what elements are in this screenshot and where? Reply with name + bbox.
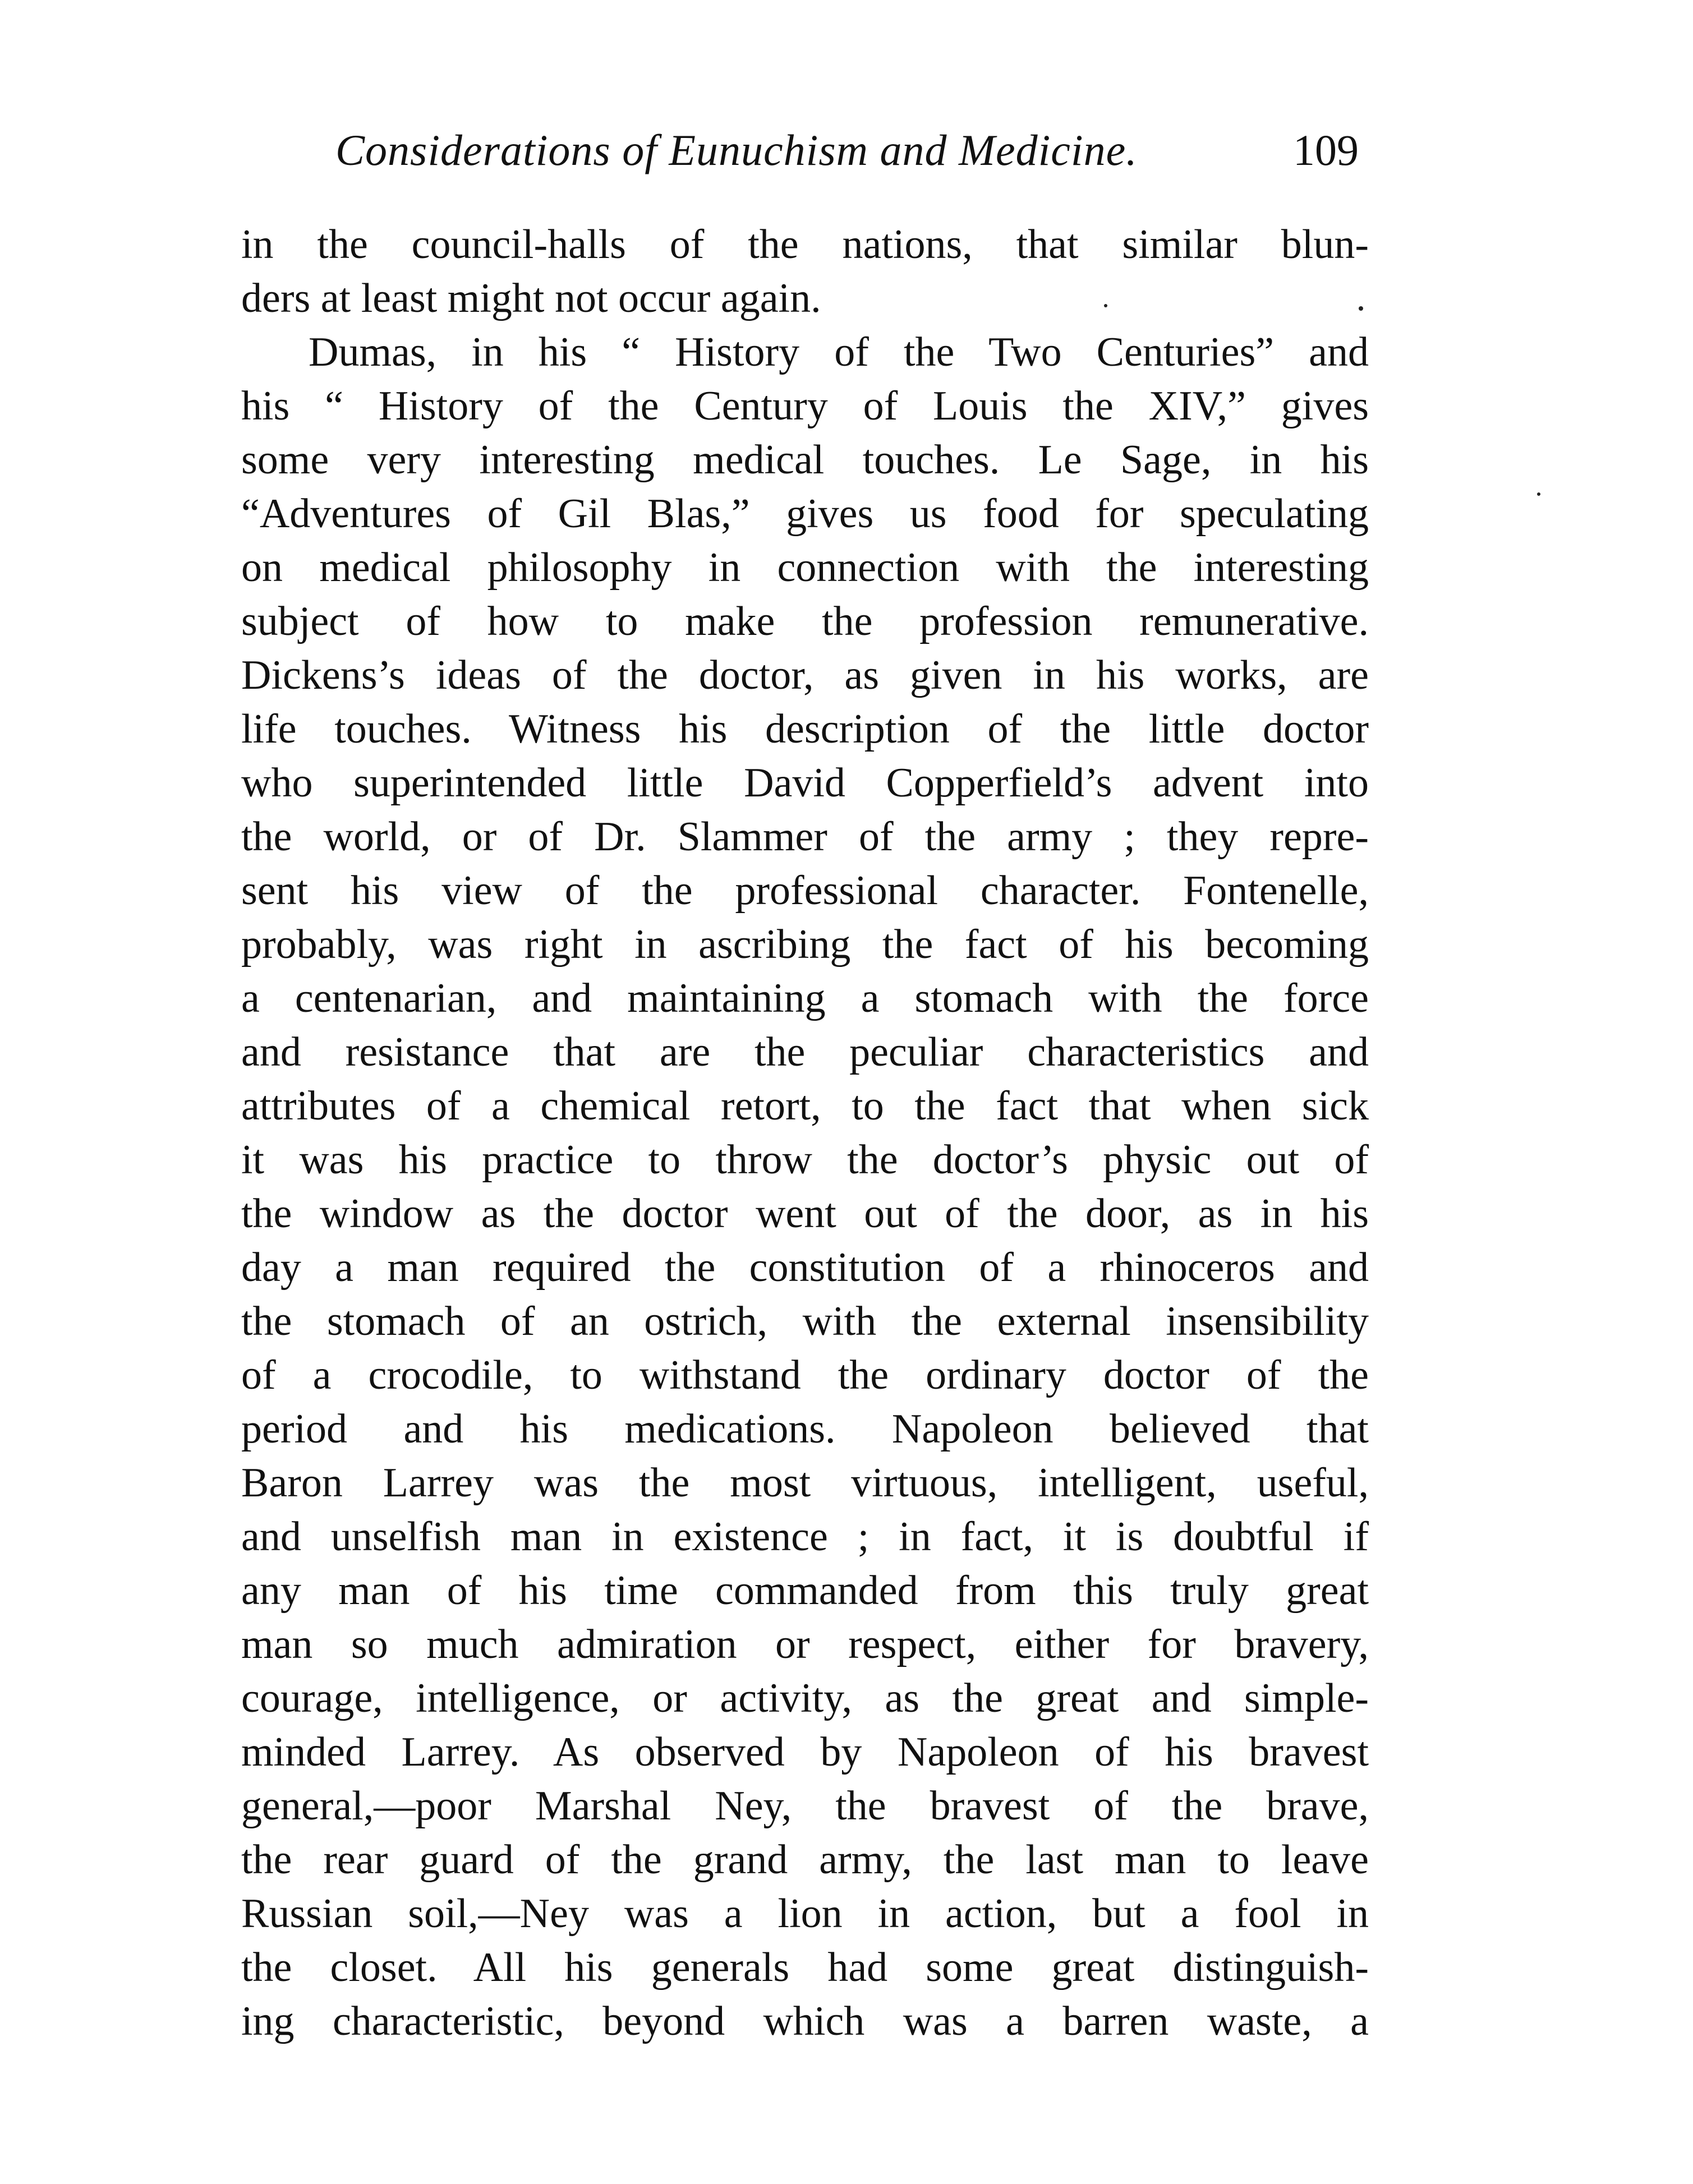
text-line: any man of his time commanded from this truly great bbox=[241, 1568, 1369, 1614]
text-line: it was his practice to throw the doctor’s physic out of bbox=[241, 1137, 1369, 1183]
text-line: Dickens’s ideas of the doctor, as given in his works, are bbox=[241, 652, 1369, 698]
text-line: a centenarian, and maintaining a stomach with the force bbox=[241, 975, 1369, 1021]
text-line: the rear guard of the grand army, the last man to leave bbox=[241, 1837, 1369, 1883]
print-speck bbox=[1537, 492, 1540, 496]
text-line: man so much admiration or respect, either for bravery, bbox=[241, 1621, 1369, 1667]
text-line: some very interesting medical touches. Le Sage, in his bbox=[241, 437, 1369, 483]
text-line: day a man required the constitution of a rhinoceros and bbox=[241, 1245, 1369, 1291]
text-line: the stomach of an ostrich, with the external insensibility bbox=[241, 1298, 1369, 1344]
text-line: and unselfish man in existence ; in fact, it is doubtful if bbox=[241, 1514, 1369, 1560]
text-line: and resistance that are the peculiar characteristics and bbox=[241, 1029, 1369, 1075]
print-speck bbox=[1359, 306, 1363, 311]
text-line: attributes of a chemical retort, to the fact that when sick bbox=[241, 1083, 1369, 1129]
text-line: ing characteristic, beyond which was a barren waste, a bbox=[241, 1998, 1369, 2044]
body-text bbox=[241, 218, 1369, 2048]
text-line: the window as the doctor went out of the door, as in his bbox=[241, 1191, 1369, 1237]
text-line: general,—poor Marshal Ney, the bravest of the brave, bbox=[241, 1783, 1369, 1829]
text-line: period and his medications. Napoleon believed that bbox=[241, 1406, 1369, 1452]
text-line: subject of how to make the profession remunerative. bbox=[241, 598, 1369, 644]
text-line: courage, intelligence, or activity, as the great and simple- bbox=[241, 1675, 1369, 1721]
text-line: who superintended little David Copperfield’s advent into bbox=[241, 760, 1369, 806]
text-line: his “ History of the Century of Louis the XIV,” gives bbox=[241, 383, 1369, 429]
text-line: on medical philosophy in connection with the interesting bbox=[241, 545, 1369, 591]
text-line: of a crocodile, to withstand the ordinary doctor of the bbox=[241, 1352, 1369, 1398]
text-line: “Adventures of Gil Blas,” gives us food for speculating bbox=[241, 491, 1369, 537]
text-line: ders at least might not occur again. bbox=[241, 275, 821, 321]
text-line: the closet. All his generals had some great distinguish- bbox=[241, 1945, 1369, 1991]
text-line: sent his view of the professional character. Fontenelle, bbox=[241, 868, 1369, 914]
text-line: in the council-halls of the nations, that similar blun- bbox=[241, 222, 1369, 268]
running-head bbox=[314, 122, 1369, 178]
text-line: Dumas, in his “ History of the Two Centuries” and bbox=[309, 329, 1369, 375]
text-line: minded Larrey. As observed by Napoleon of his bravest bbox=[241, 1729, 1369, 1775]
text-line: Baron Larrey was the most virtuous, intelligent, useful, bbox=[241, 1460, 1369, 1506]
text-line: Russian soil,—Ney was a lion in action, but a fool in bbox=[241, 1891, 1369, 1937]
text-line: the world, or of Dr. Slammer of the army ; they repre- bbox=[241, 814, 1369, 860]
text-line: life touches. Witness his description of the little doctor bbox=[241, 706, 1369, 752]
running-title: Considerations of Eunuchism and Medicine. bbox=[335, 126, 1138, 174]
page-number: 109 bbox=[1293, 126, 1359, 174]
text-line: probably, was right in ascribing the fact of his becoming bbox=[241, 921, 1369, 967]
print-speck bbox=[1104, 304, 1107, 307]
